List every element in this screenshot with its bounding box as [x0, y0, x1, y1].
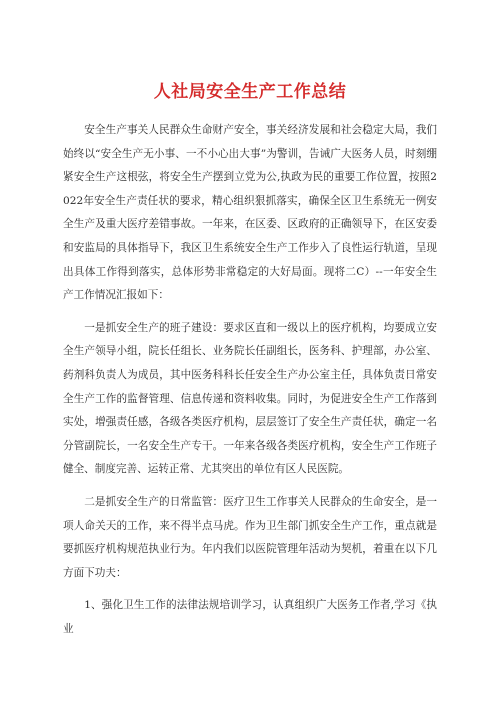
- paragraph-intro: 安全生产事关人民群众生命财产安全，事关经济发展和社会稳定大局，我们始终以“安全生产无小事、一不小心出大事”为警训，告诫广大医务人员，时刻绷紧安全生产这根弦，将安全生产摆到立党为公,执政为民的重要工作位置，按照2022年安全生产责任状的要求，精心组织狠抓落实，确保全区卫生系统无一例安全生产及重大医疗差错事故。一年来，在区委、区政府的正确领导下，在区安委和安监局的具体指导下，我区卫生系统安全生产工作步入了良性运行轨道，呈现出具体工作得到落实，总体形势非常稳定的大好局面。现将二C）--一年安全生产工作情况汇报如下：: [63, 124, 437, 302]
- document-body: [63, 119, 437, 650]
- paragraph-training: 1、强化卫生工作的法律法规培训学习，认真组织广大医务工作者,学习《执业: [63, 599, 437, 635]
- paragraph-leadership: 一是抓安全生产的班子建设：要求区直和一级以上的医疗机构，均要成立安全生产领导小组，院长任组长、业务院长任副组长，医务科、护理部，办公室、药剂科负责人为成员，其中医务科科长任安全生产办公室主任，具体负责日常安全生产工作的监督管理、信息传递和资料收集。同时，为促进安全生产工作落到实处，增强责任感，各级各类医疗机构，层层签订了安全生产责任状，确定一名分管副院长，一名安全生产专干。一年来各级各类医疗机构，安全生产工作班子健全、制度完善、运转正常、尤其突出的单位有区人民医院。: [63, 321, 437, 476]
- document-title: 人社局安全生产工作总结: [153, 82, 347, 102]
- paragraph-supervision: 二是抓安全生产的日常监管：医疗卫生工作事关人民群众的生命安全，是一项人命关天的工作，来不得半点马虎。作为卫生部门抓安全生产工作，重点就是要抓医疗机构规范执业行为。年内我们以医院管理年活动为契机，着重在以下几方面下功夫：: [63, 495, 437, 579]
